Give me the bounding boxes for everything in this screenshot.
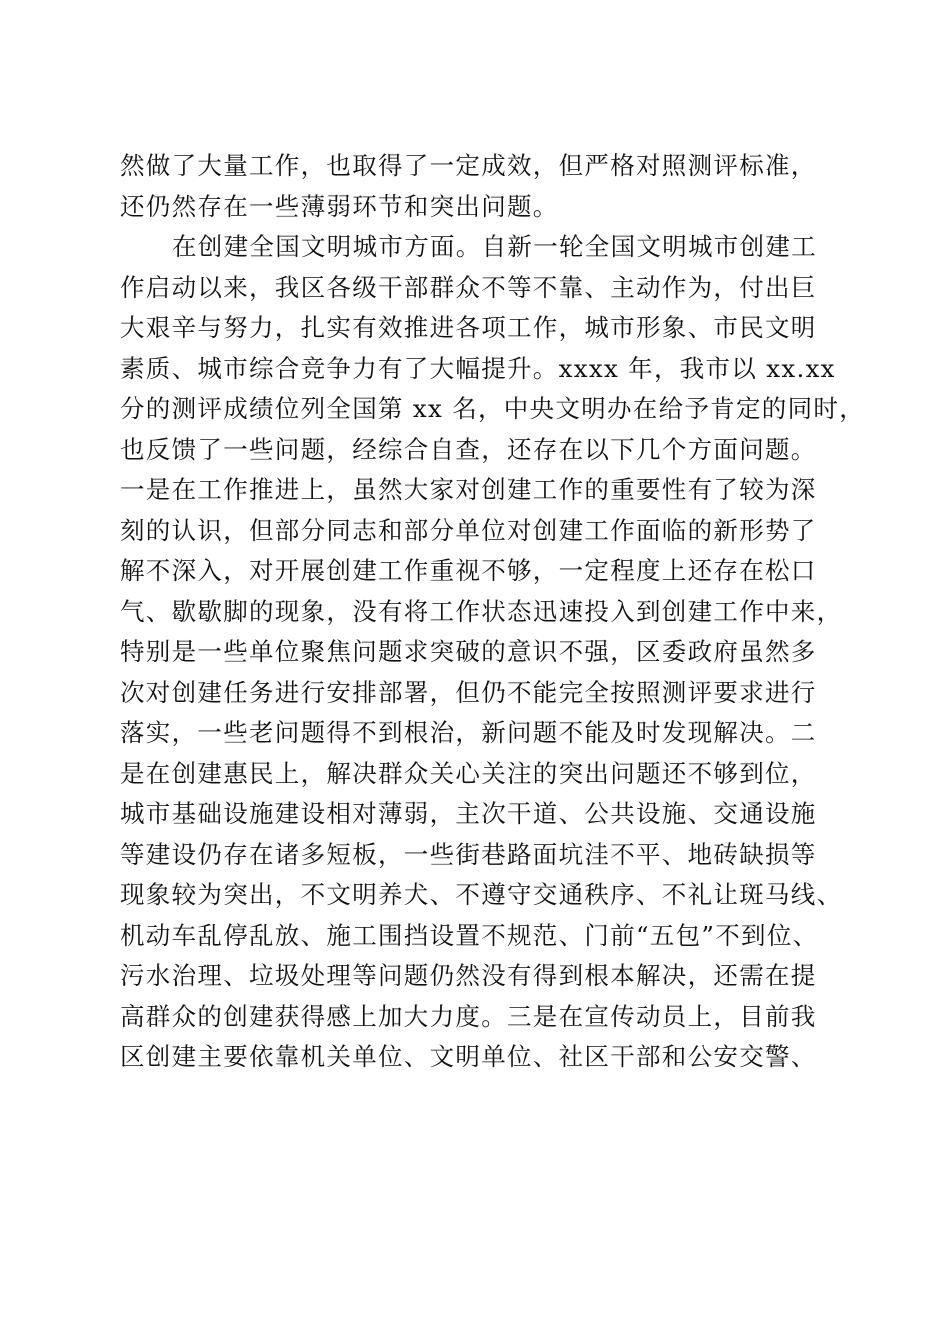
text-line: 解不深入，对开展创建工作重视不够，一定程度上还存在松口 <box>120 556 817 585</box>
text-line: 分的测评成绩位列全国第 xx 名，中央文明办在给予肯定的同时， <box>120 394 866 423</box>
text-line: 特别是一些单位聚焦问题求突破的意识不强，区委政府虽然多 <box>120 637 817 666</box>
text-line: 城市基础设施建设相对薄弱，主次干道、公共设施、交通设施 <box>120 799 817 828</box>
paragraph-start-line: 在创建全国文明城市方面。自新一轮全国文明城市创建工 <box>172 232 817 261</box>
text-line: 落实，一些老问题得不到根治，新问题不能及时发现解决。二 <box>120 718 817 747</box>
text-line: 次对创建任务进行安排部署，但仍不能完全按照测评要求进行 <box>120 677 817 707</box>
text-line: 也反馈了一些问题，经综合自查，还存在以下几个方面问题。 <box>120 434 817 464</box>
text-line: 是在创建惠民上，解决群众关心关注的突出问题还不够到位， <box>120 758 817 788</box>
text-line: 作启动以来，我区各级干部群众不等不靠、主动作为，付出巨 <box>120 272 817 302</box>
text-line: 区创建主要依靠机关单位、文明单位、社区干部和公安交警、 <box>120 1042 817 1071</box>
body-text <box>120 146 866 1078</box>
text-line: 一是在工作推进上，虽然大家对创建工作的重要性有了较为深 <box>120 475 817 504</box>
text-line: 等建设仍存在诸多短板，一些街巷路面坑洼不平、地砖缺损等 <box>120 839 817 869</box>
text-line: 气、歇歇脚的现象，没有将工作状态迅速投入到创建工作中来， <box>120 596 843 626</box>
text-line: 然做了大量工作，也取得了一定成效，但严格对照测评标准， <box>120 151 817 180</box>
text-line: 高群众的创建获得感上加大力度。三是在宣传动员上，目前我 <box>120 1001 817 1031</box>
text-line: 污水治理、垃圾处理等问题仍然没有得到根本解决，还需在提 <box>120 961 817 990</box>
text-line: 素质、城市综合竞争力有了大幅提升。xxxx 年，我市以 xx.xx <box>120 353 836 383</box>
text-line: 大艰辛与努力，扎实有效推进各项工作，城市形象、市民文明 <box>120 313 817 342</box>
text-line: 现象较为突出，不文明养犬、不遵守交通秩序、不礼让斑马线、 <box>120 880 843 909</box>
text-line: 机动车乱停乱放、施工围挡设置不规范、门前“五包”不到位、 <box>120 920 819 950</box>
text-line: 刻的认识，但部分同志和部分单位对创建工作面临的新形势了 <box>120 515 817 545</box>
text-line: 还仍然存在一些薄弱环节和突出问题。 <box>120 191 559 221</box>
